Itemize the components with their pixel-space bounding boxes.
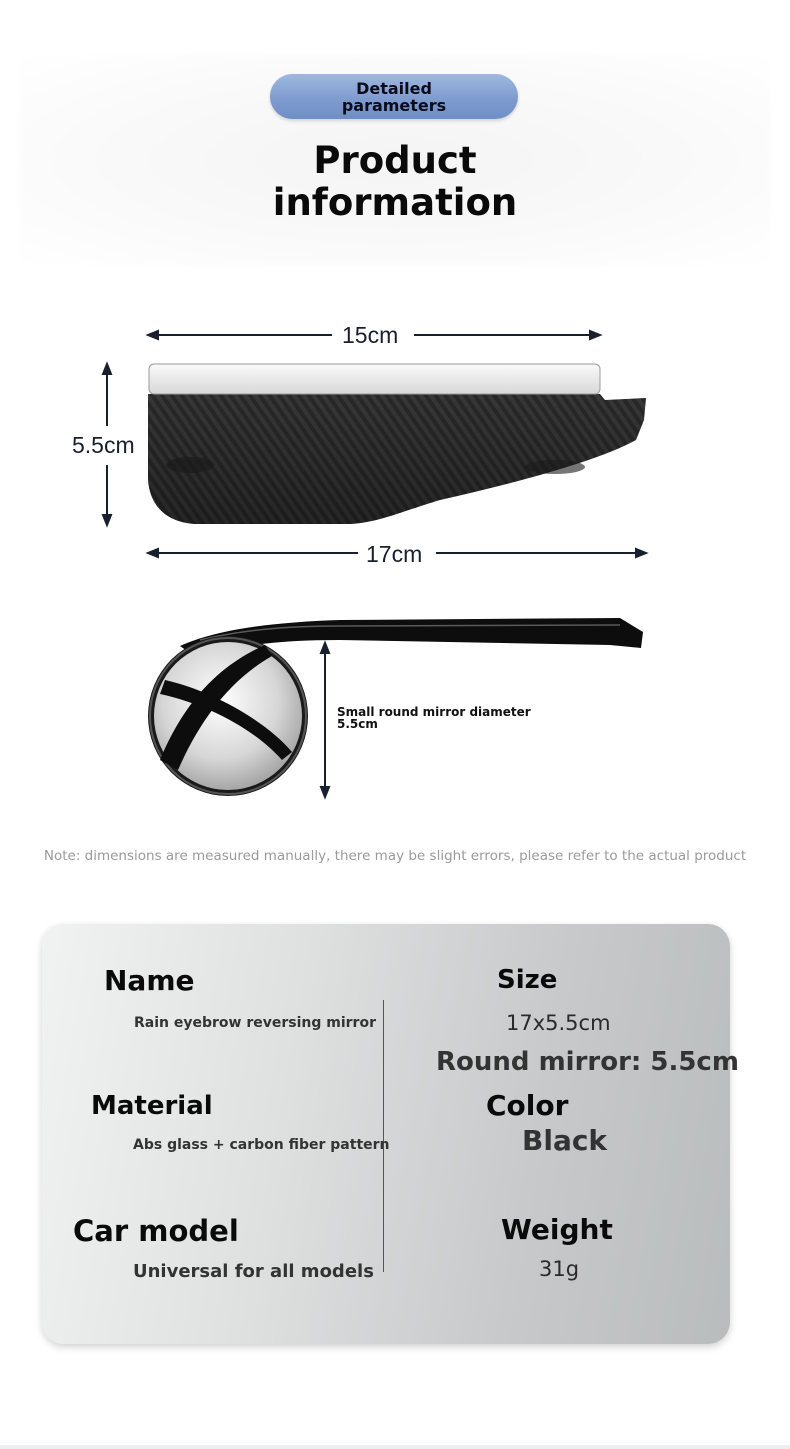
material-label: Material xyxy=(91,1091,213,1121)
car-model-value: Universal for all models xyxy=(133,1261,374,1282)
name-label: Name xyxy=(104,964,195,997)
bottom-rule xyxy=(0,1445,790,1449)
mirror-diameter-arrow xyxy=(321,643,329,797)
badge-label: Detailed parameters xyxy=(341,78,447,115)
material-value: Abs glass + carbon fiber pattern xyxy=(133,1137,390,1153)
color-label: Color xyxy=(486,1089,569,1122)
bottom-width-label: 17cm xyxy=(360,541,428,568)
size-value: 17x5.5cm xyxy=(506,1011,611,1035)
color-value: Black xyxy=(522,1124,608,1157)
specs-divider xyxy=(383,1000,384,1272)
name-value: Rain eyebrow reversing mirror xyxy=(134,1015,376,1031)
measurement-note: Note: dimensions are measured manually, there may be slight errors, please refer to the actual product xyxy=(43,848,747,864)
weight-value: 31g xyxy=(539,1257,580,1281)
size-label: Size xyxy=(497,965,558,995)
top-width-label: 15cm xyxy=(336,322,404,349)
height-label: 5.5cm xyxy=(66,432,141,459)
weight-label: Weight xyxy=(501,1213,613,1246)
page-title: Product information xyxy=(272,139,518,224)
rain-eyebrow-product-image xyxy=(148,364,646,524)
round-mirror-value: Round mirror: 5.5cm xyxy=(436,1047,739,1077)
mirror-diameter-label: Small round mirror diameter 5.5cm xyxy=(337,705,531,731)
car-model-label: Car model xyxy=(73,1214,239,1248)
